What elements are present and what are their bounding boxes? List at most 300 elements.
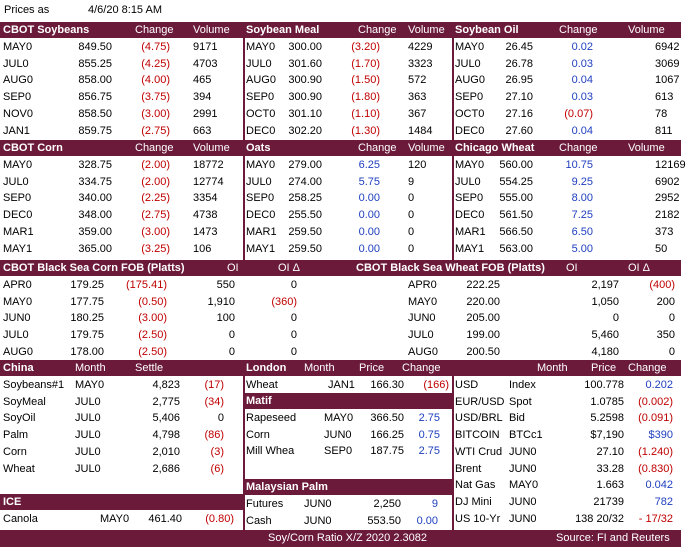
open-interest: 1,910 <box>207 295 235 308</box>
volume: 4738 <box>193 209 218 222</box>
price: 26.45 <box>505 41 533 53</box>
black-sea-corn-row <box>0 277 340 293</box>
contract-month: MAR1 <box>455 225 486 238</box>
change: 6.25 <box>358 159 380 171</box>
volume: 613 <box>655 91 674 104</box>
contract-month: JUL0 <box>246 175 272 188</box>
soybean-oil-row <box>453 72 681 88</box>
change: (3.00) <box>138 312 167 325</box>
price: $7,190 <box>590 429 624 442</box>
open-interest: 1,050 <box>591 295 619 308</box>
volume: 4703 <box>193 57 218 70</box>
price: 302.20 <box>288 124 322 137</box>
oats-row <box>244 190 452 206</box>
contract-month: Spot <box>509 395 532 408</box>
commodity-name: Corn <box>246 428 270 441</box>
soybean-oil-row <box>453 123 681 139</box>
price: 187.75 <box>370 445 404 458</box>
change: 8.00 <box>571 192 593 205</box>
volume: 0 <box>408 242 415 255</box>
contract-month: DEC0 <box>3 209 33 222</box>
source-note: Source: FI and Reuters <box>556 532 670 544</box>
contract-month: JUL0 <box>75 412 101 425</box>
contract-month: DEC0 <box>455 124 485 137</box>
volume: 2182 <box>655 209 680 222</box>
change: 9.25 <box>571 175 593 188</box>
price: 553.50 <box>367 514 401 527</box>
price: 849.50 <box>78 41 112 53</box>
instrument-name: US 10-Yr <box>455 512 501 525</box>
change: (175.41) <box>126 279 167 291</box>
outside-market-row <box>453 427 681 443</box>
commodity-name: Corn <box>3 445 27 458</box>
london-header: London Month Price Change <box>244 360 452 376</box>
price: 855.25 <box>78 57 112 70</box>
chicago-wheat-row <box>453 224 681 240</box>
outside-market-row <box>453 410 681 426</box>
change: 0.04 <box>571 124 593 137</box>
outside-market-row <box>453 377 681 393</box>
black-sea-wheat-row <box>340 310 681 326</box>
price: 138 20/32 <box>575 512 624 525</box>
outside-market-row <box>453 511 681 527</box>
instrument-name: BITCOIN <box>455 429 500 442</box>
cbot-corn-row <box>0 241 243 257</box>
price: 27.10 <box>505 91 533 104</box>
volume: 465 <box>193 74 212 87</box>
contract-month: AUG0 <box>3 345 33 358</box>
change: (0.07) <box>564 107 593 120</box>
cbot-corn-row <box>0 157 243 173</box>
contract-month: JUN0 <box>304 498 332 510</box>
black-sea-wheat-row <box>340 277 681 293</box>
change: 782 <box>654 495 673 508</box>
prices-as-label: Prices as <box>4 4 50 16</box>
price: 300.90 <box>288 74 322 87</box>
settle: 2,686 <box>152 462 180 475</box>
change: (3.20) <box>351 41 380 53</box>
cbot-soybeans-row <box>0 56 243 72</box>
change: 9 <box>431 498 438 510</box>
volume: 9 <box>408 175 415 188</box>
change: 0.00 <box>358 242 380 255</box>
contract-month: Bid <box>509 412 525 425</box>
contract-month: AUG0 <box>455 74 485 87</box>
volume: 3069 <box>655 57 680 70</box>
chicago-wheat-row <box>453 207 681 223</box>
price: 366.50 <box>370 412 404 424</box>
commodity-name: SoyOil <box>3 412 36 425</box>
change: (1.80) <box>351 91 380 104</box>
black-sea-corn-row <box>0 294 340 310</box>
contract-month: MAY0 <box>246 41 276 53</box>
price: 222.25 <box>466 279 500 291</box>
outside-market-row <box>453 461 681 477</box>
change: 0.202 <box>645 379 673 391</box>
contract-month: DEC0 <box>455 209 485 222</box>
cbot-corn-row <box>0 174 243 190</box>
contract-month: MAY0 <box>3 295 33 308</box>
contract-month: JUN0 <box>304 514 332 527</box>
change: 0.02 <box>571 41 593 53</box>
ice-canola-row <box>0 511 243 527</box>
outside-market-row <box>453 394 681 410</box>
contract-month: JUL0 <box>3 329 29 342</box>
volume: 0 <box>408 225 415 238</box>
price: 177.75 <box>70 295 104 308</box>
volume: 78 <box>655 107 668 120</box>
contract-month: MAY0 <box>455 41 485 53</box>
volume: 6942 <box>655 41 680 53</box>
contract-month: SEP0 <box>3 91 32 104</box>
soy-corn-ratio: Soy/Corn Ratio X/Z 2020 2.3082 <box>268 532 427 544</box>
volume: 663 <box>193 124 212 137</box>
chicago-wheat-header: Chicago Wheat Change Volume <box>453 140 681 156</box>
price: 334.75 <box>78 175 112 188</box>
oi-change: 0 <box>668 345 675 358</box>
contract-month: MAY0 <box>75 379 105 391</box>
cbot-corn-row <box>0 207 243 223</box>
volume: 367 <box>408 107 427 120</box>
price: 259.50 <box>288 242 322 255</box>
volume: 1473 <box>193 225 218 238</box>
change: (17) <box>204 379 224 391</box>
contract-month: JUN0 <box>509 445 537 458</box>
contract-month: JUL0 <box>455 175 481 188</box>
open-interest: 550 <box>216 279 235 291</box>
contract-month: MAY1 <box>3 242 33 255</box>
soybean-meal-header: Soybean Meal Change Volume <box>244 22 452 38</box>
soybean-meal-row <box>244 39 452 55</box>
change: (4.25) <box>141 57 170 70</box>
oi-change: (400) <box>649 279 675 291</box>
price: 26.78 <box>505 57 533 70</box>
change: (4.00) <box>141 74 170 87</box>
contract-month: MAY0 <box>246 159 276 171</box>
price: 26.95 <box>505 74 533 87</box>
contract-month: JAN1 <box>3 124 30 137</box>
price: 255.50 <box>288 209 322 222</box>
change: $390 <box>648 429 673 442</box>
price: 27.10 <box>596 445 624 458</box>
change: (2.00) <box>141 175 170 188</box>
change: 2.75 <box>418 445 440 458</box>
price: 258.25 <box>288 192 322 205</box>
oi-change: (360) <box>271 295 297 308</box>
change: 0.03 <box>571 57 593 70</box>
commodity-name: Soybeans#1 <box>3 379 65 391</box>
change: (3.00) <box>141 225 170 238</box>
volume: 2991 <box>193 107 218 120</box>
open-interest: 0 <box>228 329 235 342</box>
volume: 4229 <box>408 41 433 53</box>
malaysian-palm-row <box>244 513 452 529</box>
change: (2.75) <box>141 209 170 222</box>
black-sea-wheat-row <box>340 344 681 360</box>
change: 5.75 <box>358 175 380 188</box>
price: 856.75 <box>78 91 112 104</box>
outside-markets-header: Month Price Change <box>453 360 681 376</box>
volume: 363 <box>408 91 427 104</box>
change: (1.240) <box>638 445 673 458</box>
change: (6) <box>210 462 224 475</box>
volume: 3323 <box>408 57 433 70</box>
commodity-name: Mill Whea <box>246 445 295 458</box>
instrument-name: USD <box>455 379 479 391</box>
oats-row <box>244 174 452 190</box>
price: 274.00 <box>288 175 322 188</box>
soybean-meal-row <box>244 56 452 72</box>
oats-row <box>244 207 452 223</box>
volume: 106 <box>193 242 212 255</box>
price: 359.00 <box>78 225 112 238</box>
ice-header: ICE <box>0 494 243 510</box>
commodity-name: Palm <box>3 429 29 442</box>
instrument-name: EUR/USD <box>455 395 505 408</box>
change: 7.25 <box>571 209 593 222</box>
oi-change: 0 <box>290 329 297 342</box>
contract-month: MAY0 <box>509 479 539 492</box>
contract-month: SEP0 <box>455 91 484 104</box>
oi-change: 350 <box>656 329 675 342</box>
price: 100.778 <box>584 379 624 391</box>
settle: 2,775 <box>152 395 180 408</box>
volume: 3354 <box>193 192 218 205</box>
outside-market-row <box>453 444 681 460</box>
cbot-corn-row <box>0 190 243 206</box>
price: 180.25 <box>70 312 104 325</box>
black-sea-header: CBOT Black Sea Corn FOB (Platts) OI OI Δ CBOT Black Sea Wheat FOB (Platts) OI OI Δ <box>0 260 681 276</box>
instrument-name: Nat Gas <box>455 479 496 492</box>
black-sea-corn-row <box>0 310 340 326</box>
oats-row <box>244 241 452 257</box>
change: (1.30) <box>351 124 380 137</box>
oats-row <box>244 224 452 240</box>
price: 301.10 <box>288 107 322 120</box>
price: 858.50 <box>78 107 112 120</box>
change: (3) <box>210 445 224 458</box>
black-sea-corn-row <box>0 344 340 360</box>
contract-month: MAY0 <box>3 159 33 171</box>
price: 199.00 <box>466 329 500 342</box>
commodity-name: Wheat <box>3 462 35 475</box>
contract-month: JUL0 <box>75 462 101 475</box>
change: (3.75) <box>141 91 170 104</box>
volume: 12169 <box>655 159 686 171</box>
volume: 9171 <box>193 41 218 53</box>
cbot-soybeans-row <box>0 89 243 105</box>
malaysian-palm-row <box>244 496 452 512</box>
contract-month: JUL0 <box>75 395 101 408</box>
change: 0 <box>217 412 224 425</box>
price: 461.40 <box>148 513 182 525</box>
contract-month: JUN0 <box>509 495 537 508</box>
cbot-soybeans-row <box>0 39 243 55</box>
price: 563.00 <box>499 242 533 255</box>
contract-month: SEP0 <box>246 91 275 104</box>
soybean-oil-row <box>453 39 681 55</box>
price: 166.25 <box>370 428 404 441</box>
price: 554.25 <box>499 175 533 188</box>
contract-month: JUL0 <box>455 57 481 70</box>
contract-month: MAY0 <box>408 295 438 308</box>
matif-row <box>244 427 452 443</box>
price: 5.2598 <box>590 412 624 425</box>
price: 561.50 <box>499 209 533 222</box>
volume: 12774 <box>193 175 224 188</box>
change: 0.04 <box>571 74 593 87</box>
oi-change: 0 <box>290 345 297 358</box>
volume: 1067 <box>655 74 680 87</box>
open-interest: 0 <box>228 345 235 358</box>
report-datetime: 4/6/20 8:15 AM <box>88 4 162 16</box>
contract-month: SEP0 <box>246 192 275 205</box>
contract-month: MAY1 <box>246 242 276 255</box>
price: 178.00 <box>70 345 104 358</box>
contract-month: MAR1 <box>3 225 34 238</box>
black-sea-wheat-row <box>340 327 681 343</box>
cbot-soybeans-row <box>0 123 243 139</box>
change: (0.80) <box>205 513 234 525</box>
volume: 0 <box>408 209 415 222</box>
chicago-wheat-row <box>453 241 681 257</box>
change: 0.00 <box>416 514 438 527</box>
price: 859.75 <box>78 124 112 137</box>
change: (2.00) <box>141 159 170 171</box>
contract-month: SEP0 <box>3 192 32 205</box>
price: 560.00 <box>499 159 533 171</box>
soybean-oil-row <box>453 89 681 105</box>
contract-month: MAY0 <box>324 412 354 424</box>
price: 2,250 <box>373 498 401 510</box>
oi-change: 0 <box>290 312 297 325</box>
volume: 373 <box>655 225 674 238</box>
price: 21739 <box>593 495 624 508</box>
instrument-name: WTI Crud <box>455 445 503 458</box>
cbot-soybeans-row <box>0 72 243 88</box>
price: 205.00 <box>466 312 500 325</box>
oi-change: 0 <box>290 279 297 291</box>
price: 301.60 <box>288 57 322 70</box>
oats-header: Oats Change Volume <box>244 140 452 156</box>
change: 0.00 <box>358 225 380 238</box>
malaysian-palm-header: Malaysian Palm <box>244 479 452 495</box>
contract-month: BTCc1 <box>509 429 543 442</box>
change: (0.091) <box>638 412 673 425</box>
contract-month: AUG0 <box>246 74 276 87</box>
instrument-name: USD/BRL <box>455 412 503 425</box>
price: 340.00 <box>78 192 112 205</box>
change: (0.830) <box>638 462 673 475</box>
price: 179.75 <box>70 329 104 342</box>
matif-row <box>244 410 452 426</box>
price: 200.50 <box>466 345 500 358</box>
volume: 2952 <box>655 192 680 205</box>
volume: 394 <box>193 91 212 104</box>
settle: 2,010 <box>152 445 180 458</box>
contract-month: JUL0 <box>246 57 272 70</box>
contract-month: AUG0 <box>3 74 33 87</box>
change: 10.75 <box>565 159 593 171</box>
black-sea-corn-row <box>0 327 340 343</box>
china-row <box>0 427 243 443</box>
change: (1.10) <box>351 107 380 120</box>
soybean-meal-row <box>244 72 452 88</box>
contract-month: DEC0 <box>246 124 276 137</box>
matif-row <box>244 443 452 459</box>
cbot-corn-row <box>0 224 243 240</box>
price: 1.0785 <box>590 395 624 408</box>
open-interest: 0 <box>612 312 619 325</box>
contract-month: MAY0 <box>100 513 130 525</box>
china-row <box>0 461 243 477</box>
volume: 18772 <box>193 159 224 171</box>
contract-month: Index <box>509 379 536 391</box>
change: (3.25) <box>141 242 170 255</box>
commodity-name: SoyMeal <box>3 395 46 408</box>
black-sea-wheat-row <box>340 294 681 310</box>
open-interest: 4,180 <box>591 345 619 358</box>
change: (2.50) <box>138 345 167 358</box>
price: 179.25 <box>70 279 104 291</box>
change: (2.75) <box>141 124 170 137</box>
contract-month: JUL0 <box>75 445 101 458</box>
price: 858.00 <box>78 74 112 87</box>
price: 300.00 <box>288 41 322 53</box>
matif-header: Matif <box>244 393 452 409</box>
contract-month: MAY0 <box>3 41 33 53</box>
price: 555.00 <box>499 192 533 205</box>
instrument-name: DJ Mini <box>455 495 492 508</box>
volume: 1484 <box>408 124 433 137</box>
volume: 0 <box>408 192 415 205</box>
contract-month: OCT0 <box>455 107 485 120</box>
contract-month: SEP0 <box>455 192 484 205</box>
soybean-meal-row <box>244 106 452 122</box>
contract-month: JUN0 <box>509 462 537 475</box>
china-row <box>0 444 243 460</box>
commodity-name: Futures <box>246 498 284 510</box>
outside-market-row <box>453 494 681 510</box>
china-header: China Month Settle <box>0 360 243 376</box>
oi-change: 200 <box>656 295 675 308</box>
contract-month: JUL0 <box>408 329 434 342</box>
commodity-name: Canola <box>3 513 38 525</box>
contract-month: JUL0 <box>3 57 29 70</box>
volume: 572 <box>408 74 427 87</box>
price: 365.00 <box>78 242 112 255</box>
change: 0.75 <box>418 428 440 441</box>
contract-month: OCT0 <box>246 107 276 120</box>
change: (34) <box>204 395 224 408</box>
contract-month: APR0 <box>3 279 32 291</box>
contract-month: JUL0 <box>3 175 29 188</box>
change: 0.03 <box>571 91 593 104</box>
contract-month: MAY0 <box>455 159 485 171</box>
change: (2.25) <box>141 192 170 205</box>
volume: 811 <box>655 124 673 137</box>
change: (0.002) <box>638 395 673 408</box>
price: 1.663 <box>596 479 624 492</box>
footer-bar <box>0 530 681 547</box>
contract-month: APR0 <box>408 279 437 291</box>
change: (1.50) <box>351 74 380 87</box>
commodity-name: Cash <box>246 514 272 527</box>
commodity-name: Wheat <box>246 379 278 391</box>
change: 2.75 <box>418 412 440 424</box>
open-interest: 100 <box>216 312 235 325</box>
contract-month: JUN0 <box>3 312 31 325</box>
